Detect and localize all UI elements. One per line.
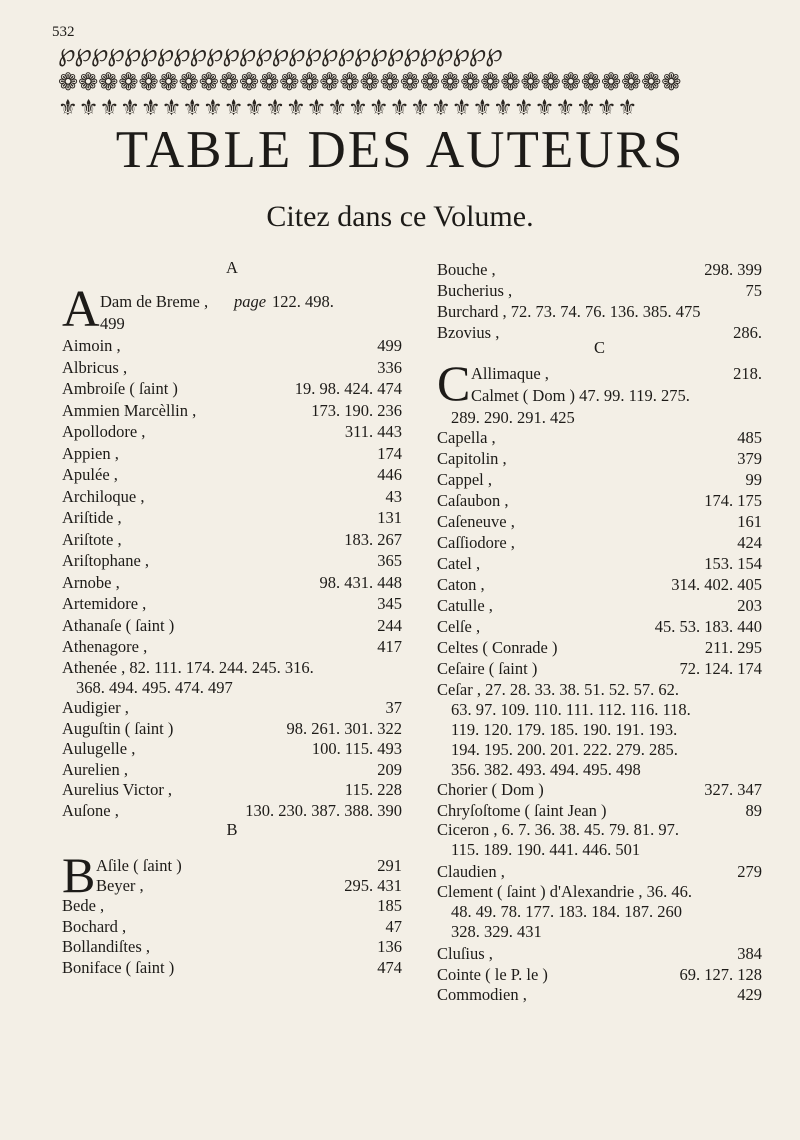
index-entry bbox=[437, 596, 762, 616]
entry-pages: 336 bbox=[377, 357, 402, 377]
entry-name: Dam de Breme , bbox=[100, 292, 209, 311]
entry-cesar-continued-1 bbox=[437, 700, 762, 720]
entry-cesar bbox=[437, 680, 762, 700]
entry-pages: 48. 49. 78. 177. 183. 184. 187. 260 bbox=[451, 902, 682, 921]
index-entry bbox=[437, 575, 762, 595]
entry-name: Boniface ( ſaint ) bbox=[62, 957, 175, 977]
entry-name: Commodien , bbox=[437, 985, 527, 1004]
index-entry bbox=[62, 698, 402, 718]
index-entry bbox=[437, 801, 762, 821]
index-entry bbox=[62, 379, 402, 399]
entry-name: Apulée , bbox=[62, 465, 118, 484]
entry-pages: 311. 443 bbox=[344, 422, 402, 441]
entry-name: Artemidore , bbox=[62, 594, 147, 613]
entry-text: Ciceron , 6. 7. 36. 38. 45. 79. 81. 97. bbox=[437, 820, 679, 839]
entry-name: Allimaque , bbox=[471, 364, 549, 383]
entry-pages: 345 bbox=[377, 594, 402, 613]
entry-name: Ariſtote , bbox=[62, 529, 122, 549]
page-subtitle: Citez dans ce Volume. bbox=[266, 200, 534, 233]
entry-ciceron bbox=[437, 820, 762, 840]
entry-pages: 89 bbox=[745, 800, 762, 820]
entry-pages: 131 bbox=[377, 508, 402, 527]
index-entry bbox=[62, 760, 402, 780]
entry-cesar-continued-2 bbox=[437, 720, 762, 740]
entry-pages: 43 bbox=[385, 486, 402, 506]
index-entry bbox=[62, 444, 402, 464]
entry-pages: 174 bbox=[377, 443, 402, 463]
entry-name: Caſeneuve , bbox=[437, 512, 515, 531]
entry-name: Celſe , bbox=[437, 617, 481, 636]
index-entry bbox=[437, 659, 762, 679]
entry-pages: 194. 195. 200. 201. 222. 279. 285. bbox=[451, 740, 678, 759]
entry-pages: 365 bbox=[377, 551, 402, 570]
entry-pages: 115. 228 bbox=[344, 780, 402, 799]
entry-pages: 183. 267 bbox=[344, 529, 402, 549]
entry-pages: 69. 127. 128 bbox=[679, 964, 762, 984]
entry-name: Aurelius Victor , bbox=[62, 780, 173, 799]
entry-pages: 356. 382. 493. 494. 495. 498 bbox=[451, 760, 641, 779]
entry-pages: 244 bbox=[377, 615, 402, 635]
entry-name: Ammien Marcèllin , bbox=[62, 400, 197, 420]
entry-clement-continued-2 bbox=[437, 922, 762, 942]
index-entry bbox=[62, 594, 402, 614]
entry-name: Celtes ( Conrade ) bbox=[437, 638, 558, 657]
entry-cesar-continued-4 bbox=[437, 760, 762, 780]
entry-pages: 173. 190. 236 bbox=[311, 400, 402, 420]
entry-name: Arnobe , bbox=[62, 572, 120, 592]
drop-cap-c: C bbox=[437, 355, 471, 411]
entry-pages: 424 bbox=[737, 533, 762, 552]
entry-pages: 100. 115. 493 bbox=[311, 739, 402, 758]
entry-pages: 136 bbox=[377, 937, 402, 956]
entry-claudien bbox=[437, 862, 762, 882]
page-number: 532 bbox=[52, 24, 75, 40]
entry-pages: 368. 494. 495. 474. 497 bbox=[76, 678, 233, 697]
entry-beyer bbox=[62, 876, 402, 896]
entry-pages: 429 bbox=[737, 985, 762, 1004]
drop-cap-a: A bbox=[62, 281, 100, 338]
entry-name: Ariſtophane , bbox=[62, 551, 150, 570]
drop-cap-b: B bbox=[62, 847, 96, 903]
entry-pages: 75 bbox=[745, 281, 762, 300]
index-entry bbox=[62, 358, 402, 378]
index-entry bbox=[437, 428, 762, 448]
entry-name: Archiloque , bbox=[62, 486, 145, 506]
entry-name: Auſone , bbox=[62, 800, 119, 820]
entry-pages: 153. 154 bbox=[704, 554, 762, 573]
entry-name: Caſſiodore , bbox=[437, 533, 515, 552]
entry-clement bbox=[437, 882, 762, 902]
index-entry bbox=[62, 616, 402, 636]
entry-pages: 384 bbox=[737, 944, 762, 963]
index-entry bbox=[437, 985, 762, 1005]
entry-athenee-continued bbox=[62, 678, 402, 698]
index-entry bbox=[62, 937, 402, 957]
entry-pages: 98. 431. 448 bbox=[319, 572, 402, 592]
section-heading-c: C bbox=[593, 338, 605, 357]
entry-pages: 279 bbox=[737, 862, 762, 881]
index-entry bbox=[437, 491, 762, 511]
index-entry bbox=[437, 638, 762, 658]
entry-pages: 211. 295 bbox=[704, 638, 762, 657]
entry-pages: 203 bbox=[737, 596, 762, 615]
entry-pages: 72. 124. 174 bbox=[679, 659, 762, 678]
index-entry bbox=[62, 573, 402, 593]
index-entry bbox=[62, 465, 402, 485]
index-entry bbox=[437, 965, 762, 985]
entry-name: Caſaubon , bbox=[437, 491, 509, 510]
entry-pages: 19. 98. 424. 474 bbox=[294, 379, 402, 398]
entry-pages: 45. 53. 183. 440 bbox=[654, 617, 762, 636]
entry-text: Ceſar , 27. 28. 33. 38. 51. 52. 57. 62. bbox=[437, 680, 679, 699]
entry-pages: 63. 97. 109. 110. 111. 112. 116. 118. bbox=[451, 700, 691, 719]
index-entry bbox=[437, 780, 762, 800]
entry-name: Bzovius , bbox=[437, 323, 500, 342]
entry-adam-continued bbox=[62, 314, 402, 334]
entry-pages: 417 bbox=[377, 637, 402, 656]
entry-name: Ambroiſe ( ſaint ) bbox=[62, 379, 178, 398]
section-heading-b: B bbox=[226, 820, 238, 839]
entry-pages: 99 bbox=[745, 470, 762, 489]
entry-pages: 185 bbox=[377, 896, 402, 915]
entry-pages: 115. 189. 190. 441. 446. 501 bbox=[451, 840, 641, 859]
index-entry bbox=[62, 801, 402, 821]
page-title: TABLE DES AUTEURS bbox=[115, 121, 685, 179]
entry-ciceron-continued bbox=[437, 840, 762, 860]
index-entry bbox=[437, 512, 762, 532]
entry-name: Aimoin , bbox=[62, 336, 121, 355]
entry-name: Ariſtide , bbox=[62, 508, 122, 527]
entry-pages: 298. 399 bbox=[704, 260, 762, 279]
index-entry bbox=[62, 551, 402, 571]
entry-pages: 328. 329. 431 bbox=[451, 922, 542, 941]
entry-pages: 209 bbox=[377, 759, 402, 779]
entry-pages: 130. 230. 387. 388. 390 bbox=[245, 800, 402, 820]
entry-name: Audigier , bbox=[62, 698, 129, 717]
index-entry bbox=[437, 260, 762, 280]
entry-pages: 291 bbox=[377, 856, 402, 875]
entry-name: Bouche , bbox=[437, 260, 496, 279]
index-entry bbox=[62, 637, 402, 657]
entry-calmet bbox=[437, 386, 762, 406]
index-entry bbox=[437, 470, 762, 490]
entry-pages: 98. 261. 301. 322 bbox=[286, 718, 402, 738]
index-entry bbox=[62, 422, 402, 442]
index-entry bbox=[62, 530, 402, 550]
entry-name: Albricus , bbox=[62, 357, 128, 377]
entry-name: Burchard , 72. 73. 74. 76. 136. 385. 475 bbox=[437, 302, 701, 321]
entry-cesar-continued-3 bbox=[437, 740, 762, 760]
index-entry bbox=[62, 958, 402, 978]
entry-pages: 37 bbox=[385, 698, 402, 717]
index-entry bbox=[437, 533, 762, 553]
entry-pages: 286. bbox=[733, 323, 762, 342]
entry-pages: 474 bbox=[377, 957, 402, 977]
entry-name: Cappel , bbox=[437, 470, 492, 489]
entry-text: Clement ( ſaint ) d'Alexandrie , 36. 46. bbox=[437, 882, 692, 901]
entry-name: Athanaſe ( ſaint ) bbox=[62, 615, 175, 635]
left-column bbox=[62, 0, 402, 1140]
entry-name: Cointe ( le P. le ) bbox=[437, 964, 548, 984]
entry-name: Apollodore , bbox=[62, 422, 146, 441]
entry-pages: 379 bbox=[737, 449, 762, 468]
entry-text: Athenée , 82. 111. 174. 244. 245. 316. bbox=[62, 658, 314, 677]
entry-pages: 174. 175 bbox=[704, 491, 762, 510]
entry-pages: 327. 347 bbox=[704, 780, 762, 799]
entry-pages: 499 bbox=[100, 314, 125, 333]
index-entry bbox=[437, 449, 762, 469]
index-entry bbox=[62, 896, 402, 916]
index-entry bbox=[62, 719, 402, 739]
entry-name: Catel , bbox=[437, 554, 481, 573]
entry-pages: 314. 402. 405 bbox=[671, 575, 762, 594]
entry-pages: 499 bbox=[377, 336, 402, 355]
entry-name: Appien , bbox=[62, 443, 119, 463]
index-entry bbox=[62, 780, 402, 800]
index-entry bbox=[62, 401, 402, 421]
entry-name: Aurelien , bbox=[62, 759, 128, 779]
entry-name: Ceſaire ( ſaint ) bbox=[437, 659, 538, 678]
entry-name: Chorier ( Dom ) bbox=[437, 780, 544, 799]
entry-pages: 289. 290. 291. 425 bbox=[451, 408, 575, 427]
index-entry bbox=[62, 487, 402, 507]
ornament-band-top: ℘℘℘℘℘℘℘℘℘℘℘℘℘℘℘℘℘℘℘℘℘℘℘℘℘℘℘ bbox=[58, 40, 502, 67]
entry-name: Chryſoſtome ( ſaint Jean ) bbox=[437, 800, 607, 820]
index-entry bbox=[62, 739, 402, 759]
entry-name: Cluſius , bbox=[437, 944, 493, 963]
entry-name: Bollandiſtes , bbox=[62, 937, 150, 956]
entry-pages: 161 bbox=[737, 512, 762, 531]
entry-pages: 47 bbox=[385, 916, 402, 936]
index-entry bbox=[437, 944, 762, 964]
entry-pages: 485 bbox=[737, 428, 762, 447]
index-entry bbox=[437, 302, 762, 322]
entry-name: Claudien , bbox=[437, 862, 505, 881]
entry-name: Capella , bbox=[437, 428, 496, 447]
entry-name: Athenagore , bbox=[62, 637, 148, 656]
entry-clement-continued-1 bbox=[437, 902, 762, 922]
entry-name: Beyer , bbox=[96, 876, 144, 895]
right-column bbox=[437, 0, 762, 1140]
entry-name: Aulugelle , bbox=[62, 739, 136, 758]
entry-text: Calmet ( Dom ) 47. 99. 119. 275. bbox=[471, 386, 690, 405]
entry-pages: 218. bbox=[733, 364, 762, 383]
entry-name: Bede , bbox=[62, 896, 105, 915]
index-entry bbox=[437, 554, 762, 574]
ornament-band-middle: ❁❁❁❁❁❁❁❁❁❁❁❁❁❁❁❁❁❁❁❁❁❁❁❁❁❁❁❁❁❁❁ bbox=[58, 70, 682, 96]
index-entry bbox=[437, 617, 762, 637]
entry-pages: 295. 431 bbox=[344, 876, 402, 895]
entry-calmet-continued bbox=[437, 408, 762, 428]
index-entry bbox=[62, 917, 402, 937]
section-heading-a: A bbox=[226, 258, 238, 277]
index-entry bbox=[62, 336, 402, 356]
index-entry bbox=[437, 281, 762, 301]
entry-pages: 119. 120. 179. 185. 190. 191. 193. bbox=[451, 720, 678, 739]
entry-name: Capitolin , bbox=[437, 449, 507, 468]
entry-name: Auguſtin ( ſaint ) bbox=[62, 718, 174, 738]
entry-name: Aſile ( ſaint ) bbox=[96, 856, 182, 875]
entry-athenee bbox=[62, 658, 402, 678]
entry-name: Caton , bbox=[437, 575, 485, 594]
ornament-band-bottom: ⚜⚜⚜⚜⚜⚜⚜⚜⚜⚜⚜⚜⚜⚜⚜⚜⚜⚜⚜⚜⚜⚜⚜⚜⚜⚜⚜⚜ bbox=[58, 95, 639, 120]
entry-pages: 122. 498. bbox=[272, 292, 334, 311]
entry-name: Bucherius , bbox=[437, 281, 513, 300]
page-label: page bbox=[234, 292, 267, 311]
entry-name: Bochard , bbox=[62, 916, 127, 936]
entry-name: Catulle , bbox=[437, 596, 493, 615]
index-entry bbox=[62, 508, 402, 528]
entry-pages: 446 bbox=[377, 465, 402, 484]
